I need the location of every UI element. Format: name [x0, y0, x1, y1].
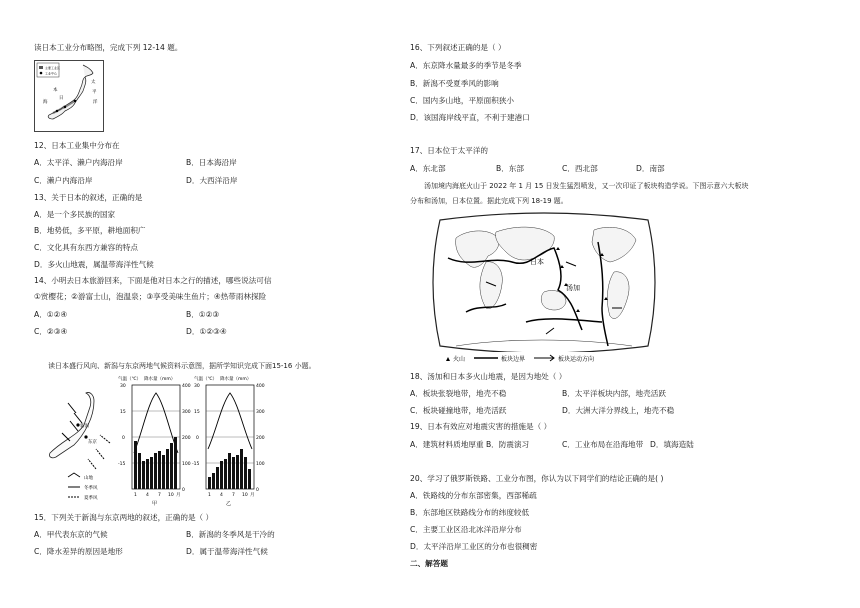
precip-bar: [138, 453, 141, 489]
city-label-niigata: 新潟: [80, 424, 89, 429]
q17-option-d[interactable]: D．南部: [636, 164, 665, 173]
q18-option-a[interactable]: A．板块张裂地带，地壳不稳: [410, 389, 507, 398]
precip-bar: [166, 449, 169, 489]
map-label-tonga: 汤加: [566, 284, 580, 292]
temp-tick: 0: [196, 436, 199, 441]
precip-tick: 200: [182, 436, 191, 441]
q14-stem: 14、小明去日本旅游回来，下面是他对日本之行的描述，哪些说法可信: [34, 276, 272, 285]
precip-axis-label: 降水量（mm）: [220, 377, 252, 382]
q12-option-c[interactable]: C．濑户内海沿岸: [34, 176, 93, 185]
precip-bar: [170, 443, 173, 489]
map-label-japan: 日本: [530, 258, 544, 266]
q20-option-b[interactable]: B．东部地区铁路线分布的纬度较低: [410, 508, 530, 517]
industry-center-dot: [56, 110, 58, 112]
q15-option-d[interactable]: D．属于温带海洋性气候: [186, 547, 268, 556]
q16-stem: 16、下列叙述正确的是（ ）: [410, 43, 506, 52]
intro-q12: 读日本工业分布略图，完成下列 12-14 题。: [34, 43, 183, 52]
legend-industry-center-label: 工业中心: [45, 71, 58, 76]
precip-bar: [150, 457, 153, 489]
chart-name-jia: 甲: [152, 501, 158, 507]
legend-plate-boundary: 板块边界: [501, 356, 526, 363]
q14-option-d[interactable]: D．①②③④: [186, 327, 227, 336]
q12-stem: 12、日本工业集中分布在: [34, 141, 120, 150]
map-label-tai: 太: [91, 80, 96, 85]
q17-stem: 17、日本位于太平洋的: [410, 146, 489, 155]
precip-tick: 400: [256, 384, 265, 389]
q20-option-c[interactable]: C．主要工业区沿北冰洋沿岸分布: [410, 525, 522, 534]
q12-option-d[interactable]: D．大西洋沿岸: [186, 176, 238, 185]
q20-option-d[interactable]: D．太平洋沿岸工业区的分布也很稠密: [410, 542, 538, 551]
map-label-hai: 海: [43, 100, 48, 105]
legend-industry-zone-label: 主要工业区: [45, 66, 61, 70]
q13-option-a[interactable]: A．是一个多民族的国家: [34, 210, 116, 219]
precip-tick: 0: [182, 488, 185, 493]
tokyo-dot: [84, 435, 87, 438]
q14-option-a[interactable]: A．①②④: [34, 310, 68, 319]
q16-option-c[interactable]: C．国内多山地，平原面积狭小: [410, 96, 515, 105]
temp-axis-label: 气温（℃）: [118, 377, 142, 382]
map-label-ri: 日: [59, 96, 64, 101]
legend-industry-zone-symbol: [39, 66, 43, 69]
japan-industry-map-svg: [35, 61, 103, 131]
month-tick: 7: [158, 493, 161, 498]
precip-tick: 0: [256, 488, 259, 493]
precip-bar: [212, 473, 215, 489]
q15-option-c[interactable]: C．降水差异的原因是地形: [34, 547, 123, 556]
precip-tick: 100: [256, 462, 265, 467]
q14-items: ①赏樱花；②游富士山，泡温泉；③享受美味生鱼片；④热带雨林探险: [34, 292, 267, 301]
q15-stem: 15．下列关于新潟与东京两地的叙述，正确的是（ ）: [34, 513, 214, 522]
industry-center-dot: [74, 100, 76, 102]
mountain-legend-symbol: [68, 473, 80, 477]
q13-stem: 13、关于日本的叙述，正确的是: [34, 193, 143, 202]
month-tick: 1: [208, 493, 211, 498]
legend-summer-monsoon-label: 夏季风: [84, 496, 98, 501]
q16-option-a[interactable]: A．东京降水量最多的季节是冬季: [410, 61, 522, 70]
precip-bar: [216, 467, 219, 489]
month-tick: 7: [232, 493, 235, 498]
q19-option-c[interactable]: C．工业布局在沿海地带: [562, 440, 644, 449]
q20-stem: 20、学习了俄罗斯铁路、工业分布图，你认为以下同学们的结论正确的是( ): [410, 474, 664, 483]
precip-bar: [240, 449, 243, 489]
precip-bar: [244, 457, 247, 489]
temp-axis-label: 气温（℃）: [194, 377, 218, 382]
q16-option-b[interactable]: B．新潟不受夏季风的影响: [410, 79, 499, 88]
precip-bars: [134, 437, 177, 489]
precip-bar: [174, 437, 177, 489]
q12-option-a[interactable]: A．太平洋、濑户内海沿岸: [34, 158, 123, 167]
q17-option-a[interactable]: A．东北部: [410, 164, 446, 173]
legend-winter-monsoon-label: 冬季风: [84, 486, 98, 491]
industry-center-dot: [64, 106, 66, 108]
section-answer-questions: 二、解答题: [410, 559, 448, 568]
precip-tick: 300: [256, 410, 265, 415]
precip-axis-label: 降水量（mm）: [144, 377, 176, 382]
precip-bar: [220, 461, 223, 489]
precip-bar: [224, 459, 227, 489]
precip-tick: 200: [256, 436, 265, 441]
q17-option-b[interactable]: B．东部: [496, 164, 524, 173]
temp-tick: 15: [120, 410, 126, 415]
month-tick: 4: [146, 493, 149, 498]
precip-bar: [142, 461, 145, 489]
map-label-ben: 本: [53, 88, 58, 93]
q14-option-c[interactable]: C．②③④: [34, 327, 68, 336]
q16-option-d[interactable]: D．该国海岸线平直，不利于建港口: [410, 113, 530, 122]
temp-tick: -15: [118, 462, 126, 467]
precip-tick: 400: [182, 384, 191, 389]
precip-bar: [158, 451, 161, 489]
q14-option-b[interactable]: B．①②③: [186, 310, 220, 319]
month-tick: 1: [134, 493, 137, 498]
temp-tick: 0: [122, 436, 125, 441]
q20-option-a[interactable]: A．铁路线的分布东部密集，西部稀疏: [410, 491, 537, 500]
japan-industry-map: [34, 60, 104, 132]
precip-tick: 300: [182, 410, 191, 415]
map-label-ping: 平: [92, 90, 97, 95]
legend-plate-motion: 板块运动方向: [558, 356, 595, 363]
temp-tick: 15: [194, 410, 200, 415]
climate-chart-jia: [118, 375, 191, 507]
q19-stem: 19、日本有效应对地震灾害的措施是（ ）: [410, 422, 552, 431]
world-plate-map: [426, 212, 662, 364]
precip-bar: [154, 453, 157, 489]
q19-option-a-b[interactable]: A．建筑材料质地厚重 B．防震演习: [410, 440, 530, 449]
temp-tick: -15: [192, 462, 200, 467]
precip-tick: 100: [182, 462, 191, 467]
intro-q15: 读日本盛行风向、新潟与东京两地气候资料示意图，据所学知识完成下面15-16 小题。: [48, 362, 316, 370]
q18-option-d[interactable]: D．大洲大洋分界线上，地壳不稳: [562, 406, 675, 415]
precip-bar: [134, 441, 137, 489]
q18-option-c[interactable]: C．板块碰撞地带，地壳活跃: [410, 406, 507, 415]
q18-option-b[interactable]: B．太平洋板块内部，地壳活跃: [562, 389, 666, 398]
q15-option-a[interactable]: A．甲代表东京的气候: [34, 530, 108, 539]
city-label-tokyo: 东京: [88, 440, 97, 445]
japan-climate-figure: [34, 373, 294, 509]
q13-option-c[interactable]: C．文化具有东西方兼容的特点: [34, 243, 139, 252]
temp-tick: 30: [194, 384, 200, 389]
precip-bar: [228, 453, 231, 489]
temperature-curve: [208, 393, 252, 449]
q15-option-b[interactable]: B．新潟的冬季风是干冷的: [186, 530, 275, 539]
month-tick: 4: [220, 493, 223, 498]
precip-bars: [208, 449, 251, 489]
chart-name-yi: 乙: [226, 501, 232, 507]
month-tick: 10: [242, 493, 248, 498]
map-label-yang: 洋: [93, 100, 98, 105]
intro-q18-line1: 汤加境内海底火山于 2022 年 1 月 15 日发生猛烈喷发，又一次印证了板块构造学说。下图示意六大板块: [424, 182, 749, 190]
precip-bar: [248, 469, 251, 489]
legend-industry-center-symbol: [40, 72, 43, 75]
q12-option-b[interactable]: B．日本海沿岸: [186, 158, 237, 167]
q19-option-d[interactable]: D．填海造陆: [650, 440, 694, 449]
month-tick: 10: [168, 493, 174, 498]
precip-bar: [232, 457, 235, 489]
precip-bar: [146, 459, 149, 489]
intro-q18-line2: 分布和汤加，日本位置。据此完成下列 18-19 题。: [410, 197, 568, 205]
precip-bar: [236, 455, 239, 489]
temp-tick: 30: [120, 384, 126, 389]
month-tick: 月: [176, 493, 181, 498]
climate-chart-yi: [192, 375, 265, 507]
q13-option-b[interactable]: B．地势低，多平原，耕地面积广: [34, 226, 146, 235]
q17-option-c[interactable]: C．西北部: [562, 164, 598, 173]
legend-mountain-label: 山地: [84, 476, 93, 481]
q18-stem: 18、汤加和日本多火山地震，是因为地处（ ）: [410, 372, 567, 381]
legend-volcano: 火山: [453, 356, 466, 363]
month-tick: 月: [250, 493, 255, 498]
precip-bar: [162, 455, 165, 489]
q13-option-d[interactable]: D．多火山地震，属温带海洋性气候: [34, 260, 154, 269]
precip-bar: [208, 477, 211, 489]
